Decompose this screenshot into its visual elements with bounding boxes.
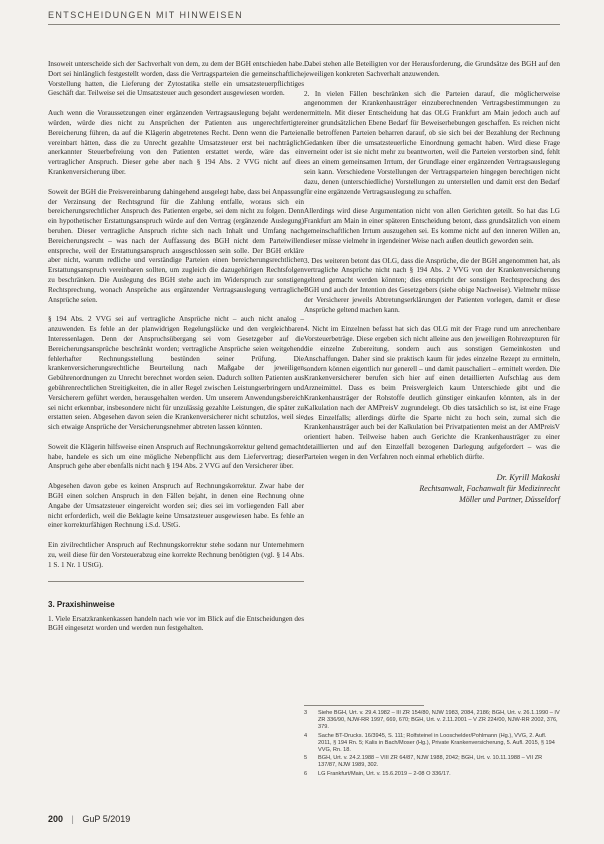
right-paragraph-4: 3. Des weiteren betont das OLG, dass die Ansprüche, die der BGH angenommen hat, als vertragliche Ansprüche nicht nach § 194 Abs. 2 VVG von der Krankenversicherung geltend gemacht werden könnten; dies entspricht der sonstigen Rechtsprechung des BGH und auch der Intention des Gesetzgebers (siehe obige Nachweise). Vielmehr müsse der Versicherer jeweils Abtretungserklärungen der Patienten vorlegen, damit er diese Ansprüche geltend machen kann.: [304, 256, 560, 314]
author-signature: [304, 472, 560, 505]
footnote-text: BGH, Urt. v. 24.2.1988 – VIII ZR 64/87, NJW 1988, 2042; BGH, Urt. v. 10.11.1988 – VII ZR 137/87, NJW 1989, 302.: [318, 755, 543, 769]
footnote: [304, 755, 560, 769]
footer-separator: |: [71, 814, 74, 824]
header-divider: [48, 24, 560, 25]
author-firm: Möller und Partner, Düsseldorf: [459, 495, 560, 505]
footnote-number: 5: [304, 755, 308, 762]
left-paragraph-3: Soweit der BGH die Preisvereinbarung dahingehend ausgelegt habe, dass bei Anpassung der Verzinsung der Rechtsgrund für die Zahlung entfalle, woraus sich ein bereicherungsrechtlicher Anspruch des Patienten ergebe, sei dem nicht zu folgen. Denn ein hypothetischer Erstattungsanspruch würde auf den Vertrag (ergänzende Auslegung) beruhen. Dieser vertragliche Anspruch richte sich nach Inhalt und Umfang nach Bereicherungsrecht – was nach der Auffassung des BGH nicht dem Parteiwillen entspreche, weil der Erstattungsanspruch ausgeschlossen sein solle. Der BGH erkläre aber nicht, warum redliche und verständige Parteien einen bereicherungsrechtlichen Erstattungsanspruch vereinbaren sollten, um zugleich die dazugehörigen Rechtsfolgen zu beschränken. Die Auslegung des BGH stehe auch im Widerspruch zur sonstigen Rechtsprechung, wonach Ansprüche aus ergänzender Vertragsauslegung vertragliche Ansprüche seien.: [48, 187, 304, 304]
right-paragraph-5: 4. Nicht im Einzelnen befasst hat sich das OLG mit der Frage rund um anrechenbare Vorsteuerbeträge. Diese ergeben sich nicht alleine aus den jeweiligen Rohrezepturen für die einzelne Zubereitung, sondern auch aus sonstigen Gemeinkosten und Anschaffungen. Daher sind sie praktisch kaum für jedes einzelne Rezept zu ermitteln, sondern können eigentlich nur generell – und damit pauschaliert – ermittelt werden. Die Krankenversicherer berufen sich hier auf einen detaillierten Aufschlag aus dem Arzneimittel. Dass es beim Preisvergleich kaum Unterschiede gibt und die Krankenhausträger der Rohstoffe deutlich günstiger einkaufen könnten, als in der Kalkulation nach der AMPreisV zugrundelegt. Ob dies tatsächlich so ist, ist eine Frage des Einzelfalls; allerdings dürfte die Sparte nicht zu hoch sein, zumal sich die Krankenhausträger auch bei der Kalkulation bei Privatpatienten meist an der AMPreisV orientiert haben. Teilweise haben auch Gerichte die Krankenhausträger zu einer detaillierten und auf den Einzelfall bezogenen Darlegung aufgefordert – was die Parteien wegen in den Verfahren noch einmal erheblich dürfte.: [304, 325, 560, 461]
left-paragraph-1: Insoweit unterscheide sich der Sachverhalt von dem, zu dem der BGH entschieden habe. Dort sei hinlänglich festgestellt worden, dass die Vertragsparteien die gemeinschaftliche Vorstellung hatten, die Lieferung der Zytostatika stelle ein umsatzsteuerpflichtiges Geschäft dar. Teilweise sei die Umsatzsteuer auch gesondert ausgewiesen worden.: [48, 60, 304, 98]
heading-divider: [48, 581, 304, 582]
footnotes: [304, 705, 560, 779]
footnote-divider: [304, 705, 424, 706]
right-paragraph-3: Allerdings wird diese Argumentation nicht von allen Gerichten geteilt. So hat das LG Frankfurt am Main in einer späteren Entscheidung betont, dass grundsätzlich von einem gemeinschaftlichen Irrtum auszugehen sei. Es komme nicht auf den inneren Willen an, dieser müsse vielmehr in irgendeiner Weise nach außen deutlich geworden sein.: [304, 207, 560, 245]
page-number: 200: [48, 814, 64, 824]
footnote-text: Siehe BGH, Urt. v. 29.4.1982 – III ZR 154/80, NJW 1983, 2084, 2186; BGH, Urt. v. 26.1.1990 – IV ZR 336/90, NJW-RR 1997, 669, 670; BGH, Urt. v. 2.11.2001 – V ZR 224/00, NJW-RR 2002, 376, 379.: [318, 710, 560, 731]
left-paragraph-2: Auch wenn die Voraussetzungen einer ergänzenden Vertragsauslegung bejaht werden würden, würde dies nicht zu Ansprüchen der Patienten aus ungerechtfertigter Bereicherung führen, da auf die Klägerin abgetretenes Recht. Denn wenn die Parteien vereinbart hätten, dass die zu Unrecht gezahlte Umsatzsteuer erst bei nachträglich anerkannter Steuerbefreiung von den Patienten erstattet werde, wäre das ein vertraglicher Anspruch. Dieser gehe aber nach § 194 Abs. 2 VVG nicht auf die Krankenversicherung über.: [48, 109, 304, 176]
footnote-number: 6: [304, 770, 308, 777]
author-name: Dr. Kyrill Makoski: [496, 472, 560, 483]
right-paragraph-2: 2. In vielen Fällen beschränken sich die Parteien darauf, die möglicherweise angenommen der Krankenhausträger einzuberechnenden Vertragsbestimmungen zu ermitteln. Mit dieser Entscheidung hat das OLG Frankfurt am Main jedoch auch auf einer grundsätzlichen Ebene Bedarf für Beweiserhebungen geschaffen. Es reichen nicht alle betroffenen Parteien beharren darauf, ob sie sich bei der Bezahlung der Rechnung Gedanken über die umsatzsteuerliche Einordnung gemacht haben. Wird diese Frage verneint oder ist sie nicht mehr zu beantworten, weil die Parteien verstorben sind, fehlt es an einem gemeinsamen Irrtum, der Grundlage einer ergänzenden Vertragsauslegung sein kann. Verschiedene Vorstellungen der Vertragsparteien hingegen berechtigen nicht dazu, denen (unterschiedliche) Vorstellungen zu unterstellen und damit erst den Bedarf für eine ergänzende Vertragsauslegung zu schaffen.: [304, 89, 560, 196]
left-paragraph-5: Soweit die Klägerin hilfsweise einen Anspruch auf Rechnungskorrektur geltend gemacht habe, handele es sich um eine mögliche Nebenpflicht aus dem Liefervertrag; dieser Anspruch gehe aber ebenfalls nicht nach § 194 Abs. 2 VVG auf den Versicherer über.: [48, 442, 304, 471]
left-paragraph-4: § 194 Abs. 2 VVG sei auf vertragliche Ansprüche nicht – auch nicht analog – anzuwenden. Es fehle an der planwidrigen Regelungslücke und den vergleichbaren Interessenlagen. Denn der Anspruchsübergang sei vom Gesetzgeber auf die Bereicherungsansprüche beschränkt worden; vertragliche Ansprüche seien weitgehend fehlerhafter Rechnungsstellung bestünden seiner Prüfung. Die krankenversicherungsrechtliche Beurteilung nach Maßgabe der jeweiligen Gebührenordnungen zu Unrecht berechnet worden seien. Dadurch sollten Patienten aus gebührenrechtlichen Streitigkeiten, die in aller Regel zwischen Leistungserbringern und Versicherern geführt werden, herausgehalten werden. Um unserem Anwendungsbereich sei nicht erkennbar, insbesondere nicht für unzulässig gezahlte Leistungen, die später zu erstatten seien. Abgesehen davon seien die Krankenversicherer nicht schutzlos, weil sie sich etwaige Ansprüche der Versicherungsnehmer abtreten lassen könnten.: [48, 315, 304, 432]
footnote: [304, 771, 560, 778]
journal-issue: GuP 5/2019: [82, 814, 131, 824]
section-heading: 3. Praxishinweise: [48, 599, 115, 609]
right-paragraph-1: Dabei stehen alle Beteiligten vor der Herausforderung, die Grundsätze des BGH auf den jeweiligen konkreten Sachverhalt anzuwenden.: [304, 60, 560, 78]
left-paragraph-8: 1. Viele Ersatzkrankenkassen handeln nach wie vor im Blick auf die Entscheidungen des BGH eingesetzt worden und werden nun festgehalten.: [48, 614, 304, 633]
right-column: [304, 60, 560, 505]
left-column: [48, 60, 304, 644]
page-footer: [48, 814, 130, 824]
footnote-number: 4: [304, 732, 308, 739]
section-header: ENTSCHEIDUNGEN MIT HINWEISEN: [48, 10, 244, 20]
footnote-number: 3: [304, 710, 308, 716]
footnote-text: LG Frankfurt/Main, Urt. v. 15.6.2019 – 2-08 O 336/17.: [318, 770, 451, 777]
author-title: Rechtsanwalt, Fachanwalt für Medizinrecht: [419, 484, 560, 494]
left-paragraph-6: Abgesehen davon gebe es keinen Anspruch auf Rechnungskorrektur. Zwar habe der BGH einen solchen Anspruch in den Fällen bejaht, in denen eine Rechnung ohne Angabe der Umsatzsteuer eingereicht worden sei; dies sei im vorliegenden Fall aber nicht erforderlich, weil die Beklagte keine Umsatzsteuer ausgewiesen habe. Es fehle an einer korrekturfähigen Rechnung i.S.d. UStG.: [48, 482, 304, 530]
footnote: [304, 733, 560, 755]
footnote-text: Sache BT-Drucks. 16/3945, S. 111; Rolfsteinel in Looschelder/Pohlmann (Hg.), VVG, 2. Aufl. 2011, § 194 Rn. 5; Kalis in Bach/Moser (Hg.), Private Krankenversicherung, 5. Aufl. 2015, § 194 VVG, Rn. 18.: [318, 732, 555, 754]
left-paragraph-7: Ein zivilrechtlicher Anspruch auf Rechnungskorrektur stehe sodann nur Unternehmern zu, weil diese für den Vorsteuerabzug eine korrekte Rechnung benötigten (vgl. § 14 Abs. 1 S. 1 Nr. 1 UStG).: [48, 541, 304, 569]
footnote: [304, 710, 560, 732]
